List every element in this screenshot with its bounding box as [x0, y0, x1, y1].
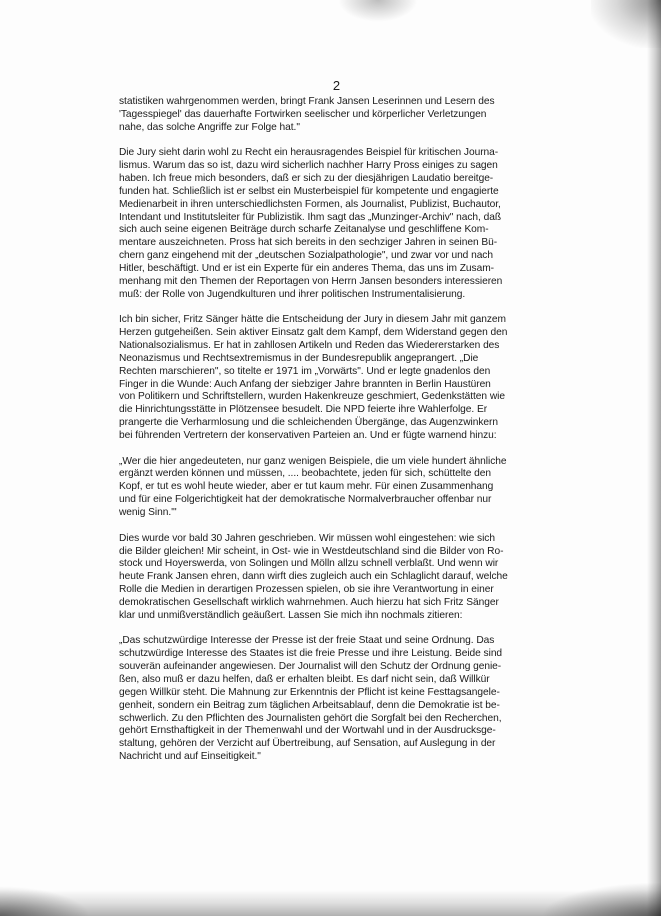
text-line: menhang mit den Themen der Reportagen von Herrn Jansen besonders interessieren — [119, 275, 503, 287]
text-line: Rechten marschieren", so titelte er 1971 im „Vorwärts". Und er legte gnadenlos den — [119, 365, 491, 377]
text-line: prangerte die Verharmlosung und die schleichenden Übergänge, das Augenzwinkern — [119, 417, 498, 429]
text-line: souverän aufeinander angewiesen. Der Journalist will den Schutz der Ordnung genie- — [119, 661, 502, 673]
body-text — [119, 96, 549, 777]
paragraph-3 — [119, 314, 549, 442]
text-line: funden hat. Schließlich ist er selbst ein Musterbeispiel für kompetente und engagierte — [119, 185, 499, 197]
text-line: ergänzt werden können und müssen, .... beobachtete, jeden für sich, schüttelte den — [119, 468, 491, 480]
text-line: Herzen gutgeheißen. Sein aktiver Einsatz galt dem Kampf, dem Widerstand gegen den — [119, 327, 508, 339]
text-line: demokratischen Gesellschaft wirklich wahrnehmen. Auch hierzu hat sich Fritz Sänger — [119, 596, 499, 608]
text-line: chern ganz eingehend mit der „deutschen Sozialpathologie", und zwar vor und nach — [119, 250, 493, 262]
text-line: klar und unmißverständlich geäußert. Lassen Sie mich ihn nochmals zitieren: — [119, 609, 463, 621]
text-line: Neonazismus und Rechtsextremismus in der Bundesrepublik angeprangert. „Die — [119, 352, 479, 364]
scan-shadow-top — [338, 0, 418, 22]
text-line: gegen Willkür steht. Die Mahnung zur Erkenntnis der Pflicht ist keine Festtagsangele- — [119, 686, 500, 698]
text-line: Dies wurde vor bald 30 Jahren geschrieben. Wir müssen wohl eingestehen: wie sich — [119, 532, 495, 544]
text-line: Finger in die Wunde: Auch Anfang der siebziger Jahre brannten in Berlin Haustüren — [119, 378, 491, 390]
paragraph-2 — [119, 147, 549, 301]
text-line: Die Jury sieht darin wohl zu Recht ein herausragendes Beispiel für kritischen Journa- — [119, 147, 499, 159]
text-line: genheit, sondern ein Beitrag zum täglichen Arbeitsablauf, denn die Demokratie ist be- — [119, 699, 500, 711]
scan-shadow-top-right — [591, 0, 661, 48]
text-line: bei führenden Vertretern der konservativen Parteien an. Und er fügte warnend hinzu: — [119, 429, 497, 441]
text-line: statistiken wahrgenommen werden, bringt Frank Jansen Leserinnen und Lesern des — [119, 96, 495, 107]
text-line: Rolle die Medien in derartigen Prozessen spielen, ob sie ihre Verantwortung in einer — [119, 584, 494, 596]
text-line: schutzwürdige Interesse des Staates ist die freie Presse und ihre Leistung. Beide sind — [119, 648, 503, 660]
text-line: gehört Ernsthaftigkeit in der Themenwahl und der Wortwahl und in der Ausdrucksge- — [119, 725, 496, 737]
text-line: haben. Ich freue mich besonders, daß er sich zu der diesjährigen Laudatio bereitge- — [119, 173, 494, 185]
paragraph-4-quote — [119, 456, 549, 520]
text-line: schwerlich. Zu den Pflichten des Journalisten gehört die Sorgfalt bei den Recherchen, — [119, 712, 502, 724]
text-line: sich auch seine eigenen Beiträge durch scharfe Zeitanalyse und geschliffene Kom- — [119, 224, 489, 236]
text-line: die Hinrichtungsstätte in Plötzensee besudelt. Die NPD feierte ihre Wahlerfolge. Er — [119, 404, 488, 416]
text-line: heute Frank Jansen ehren, dann wirft dies zugleich auch ein Schlaglicht darauf, welche — [119, 571, 508, 583]
text-line: die Bilder gleichen! Mir scheint, in Ost- wie in Westdeutschland sind die Bilder von Ro- — [119, 545, 504, 557]
text-line: ßen, also muß er dazu helfen, daß er erhalten bleibt. Es darf nicht sein, daß Willkür — [119, 673, 490, 685]
paragraph-6-quote — [119, 635, 549, 763]
text-line: Nationalsozialismus. Er hat in zahllosen Artikeln und Reden das Wiedererstarken des — [119, 340, 500, 352]
text-line: Ich bin sicher, Fritz Sänger hätte die Entscheidung der Jury in diesem Jahr mit ganzem — [119, 314, 506, 326]
text-line: wenig Sinn.'" — [119, 507, 177, 518]
paragraph-5 — [119, 533, 549, 623]
text-line: Medienarbeit in ihren unterschiedlichsten Formen, als Journalist, Publizist, Buchautor, — [119, 198, 501, 210]
text-line: stock und Hoyerswerda, von Solingen und Mölln allzu schnell verblaßt. Und wenn wir — [119, 558, 499, 570]
text-line: Hitler, beschäftigt. Und er ist ein Experte für ein anderes Thema, das uns im Zusam- — [119, 262, 494, 274]
text-line: 'Tagesspiegel' das dauerhafte Fortwirken seelischer und körperlicher Verletzungen — [119, 108, 487, 120]
text-line: nahe, das solche Angriffe zur Folge hat." — [119, 121, 300, 133]
text-line: muß: der Rolle von Jugendkulturen und ihrer politischen Instrumentalisierung. — [119, 288, 466, 300]
scan-shadow-right — [647, 0, 661, 916]
text-line: und für eine Folgerichtigkeit hat der demokratische Normalverbraucher offenbar nur — [119, 494, 492, 506]
text-line: Intendant und Institutsleiter für Publizistik. Ihm sagt das „Munzinger-Archiv" nach, daß — [119, 211, 501, 223]
text-line: „Das schutzwürdige Interesse der Presse ist der freie Staat und seine Ordnung. Das — [119, 635, 495, 647]
text-line: lismus. Warum das so ist, dazu wird sicherlich nachher Harry Pross einiges zu sagen — [119, 160, 498, 172]
scan-shadow-bottom-left — [0, 886, 90, 916]
page-number: 2 — [332, 78, 341, 93]
paragraph-1 — [119, 96, 549, 135]
text-line: Nachricht und auf Einseitigkeit." — [119, 751, 261, 763]
text-line: von Politikern und Schriftstellern, wurden Hakenkreuze geschmiert, Gedenkstätten wie — [119, 391, 505, 403]
text-line: staltung, gehören der Verzicht auf Übertreibung, auf Sensation, auf Auslegung in der — [119, 738, 496, 750]
text-line: Kopf, er tut es wohl heute wieder, aber er tut kaum mehr. Für einen Zusammenhang — [119, 481, 494, 493]
text-line: „Wer die hier angedeuteten, nur ganz wenigen Beispiele, die um viele hundert ähnliche — [119, 455, 507, 467]
scan-shadow-bottom-right — [541, 882, 661, 916]
text-line: mentare auszeichneten. Pross hat sich bereits in den sechziger Jahren in seinen Bü- — [119, 237, 498, 249]
